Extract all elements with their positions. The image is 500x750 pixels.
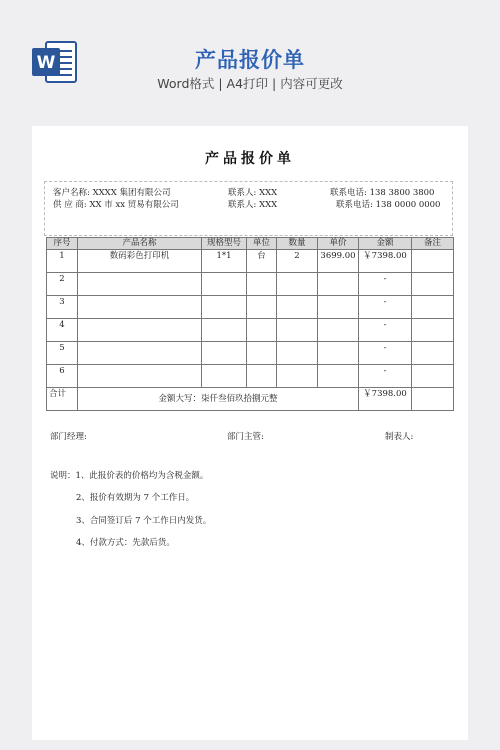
- party-info-box: [44, 181, 453, 236]
- total-in-words: 金额大写：柒仟叁佰玖拾捌元整: [78, 388, 359, 411]
- preparer-label: 制表人:: [385, 432, 414, 442]
- cell-price: [318, 273, 359, 296]
- col-header: 金额: [359, 238, 412, 250]
- cell-amount: -: [359, 273, 412, 296]
- cell-price: [318, 319, 359, 342]
- cell-name: [78, 273, 202, 296]
- table-row: [47, 296, 454, 319]
- cell-qty: 2: [277, 250, 318, 273]
- cell-unit: [247, 273, 277, 296]
- table-row: [47, 250, 454, 273]
- supplier-name: [53, 198, 179, 210]
- total-label: 合计: [47, 388, 78, 411]
- customer-contact: [228, 186, 277, 198]
- cell-remark: [412, 250, 454, 273]
- customer-contact-value: XXX: [259, 188, 278, 198]
- col-header: 备注: [412, 238, 454, 250]
- cell-unit: 台: [247, 250, 277, 273]
- cell-unit: [247, 319, 277, 342]
- customer-phone-label: 联系电话:: [330, 188, 367, 198]
- note-line: 2、报价有效期为 7 个工作日。: [76, 493, 195, 503]
- supplier-phone-label: 联系电话:: [336, 200, 373, 210]
- supplier-contact-value: XXX: [259, 200, 278, 210]
- cell-amount: -: [359, 342, 412, 365]
- cell-unit: [247, 365, 277, 388]
- note-line: 说明：1、此报价表的价格均为含税金额。: [50, 471, 209, 481]
- cell-spec: [202, 273, 247, 296]
- cell-spec: [202, 296, 247, 319]
- customer-name-value: XXXX 集团有限公司: [92, 188, 171, 198]
- col-header: 单位: [247, 238, 277, 250]
- cell-name: [78, 319, 202, 342]
- supplier-name-label: 供 应 商:: [53, 200, 87, 210]
- col-header: 序号: [47, 238, 78, 250]
- note-line: 4、付款方式：先款后货。: [76, 538, 175, 548]
- cell-remark: [412, 273, 454, 296]
- cell-name: [78, 296, 202, 319]
- table-header-row: [47, 238, 454, 250]
- table-row: [47, 319, 454, 342]
- document-page: [32, 126, 468, 740]
- cell-qty: [277, 319, 318, 342]
- cell-amount: -: [359, 296, 412, 319]
- cell-qty: [277, 296, 318, 319]
- cell-spec: 1*1: [202, 250, 247, 273]
- table-row: [47, 342, 454, 365]
- customer-contact-label: 联系人:: [228, 188, 257, 198]
- cell-price: [318, 365, 359, 388]
- total-row: [47, 388, 454, 411]
- cell-no: 2: [47, 273, 78, 296]
- cell-unit: [247, 342, 277, 365]
- cell-spec: [202, 342, 247, 365]
- cell-amount: -: [359, 365, 412, 388]
- supplier-contact: [228, 198, 277, 210]
- word-logo-letter: W: [36, 53, 56, 73]
- note-line: 3、合同签订后 7 个工作日内发货。: [76, 516, 212, 526]
- col-header: 单价: [318, 238, 359, 250]
- total-amount: ￥7398.00: [359, 388, 412, 411]
- document-title: 产品报价单: [205, 151, 295, 167]
- supplier-name-value: XX 市 xx 贸易有限公司: [89, 200, 179, 210]
- col-header: 规格型号: [202, 238, 247, 250]
- cell-remark: [412, 342, 454, 365]
- cell-name: 数码彩色打印机: [78, 250, 202, 273]
- customer-name-label: 客户名称:: [53, 188, 90, 198]
- dept-head-label: 部门主管:: [227, 432, 264, 442]
- cell-no: 3: [47, 296, 78, 319]
- dept-manager-label: 部门经理:: [50, 432, 87, 442]
- table-row: [47, 273, 454, 296]
- supplier-phone: [336, 198, 440, 210]
- cell-price: [318, 342, 359, 365]
- cell-price: 3699.00: [318, 250, 359, 273]
- cell-unit: [247, 296, 277, 319]
- page-subtitle: Word格式 | A4打印 | 内容可更改: [157, 76, 343, 91]
- col-header: 产品名称: [78, 238, 202, 250]
- customer-phone-value: 138 3800 3800: [369, 188, 435, 198]
- cell-qty: [277, 365, 318, 388]
- cell-spec: [202, 319, 247, 342]
- table-row: [47, 365, 454, 388]
- supplier-phone-value: 138 0000 0000: [375, 200, 441, 210]
- cell-no: 4: [47, 319, 78, 342]
- cell-remark: [412, 319, 454, 342]
- cell-remark: [412, 296, 454, 319]
- quote-table: [46, 237, 454, 411]
- customer-name: [53, 186, 171, 198]
- cell-amount: ￥7398.00: [359, 250, 412, 273]
- cell-no: 5: [47, 342, 78, 365]
- cell-qty: [277, 342, 318, 365]
- cell-name: [78, 342, 202, 365]
- cell-amount: -: [359, 319, 412, 342]
- cell-no: 6: [47, 365, 78, 388]
- cell-qty: [277, 273, 318, 296]
- total-remark: [412, 388, 454, 411]
- cell-name: [78, 365, 202, 388]
- cell-no: 1: [47, 250, 78, 273]
- page-title: 产品报价单: [195, 48, 305, 72]
- supplier-contact-label: 联系人:: [228, 200, 257, 210]
- cell-remark: [412, 365, 454, 388]
- cell-spec: [202, 365, 247, 388]
- col-header: 数量: [277, 238, 318, 250]
- cell-price: [318, 296, 359, 319]
- customer-phone: [330, 186, 434, 198]
